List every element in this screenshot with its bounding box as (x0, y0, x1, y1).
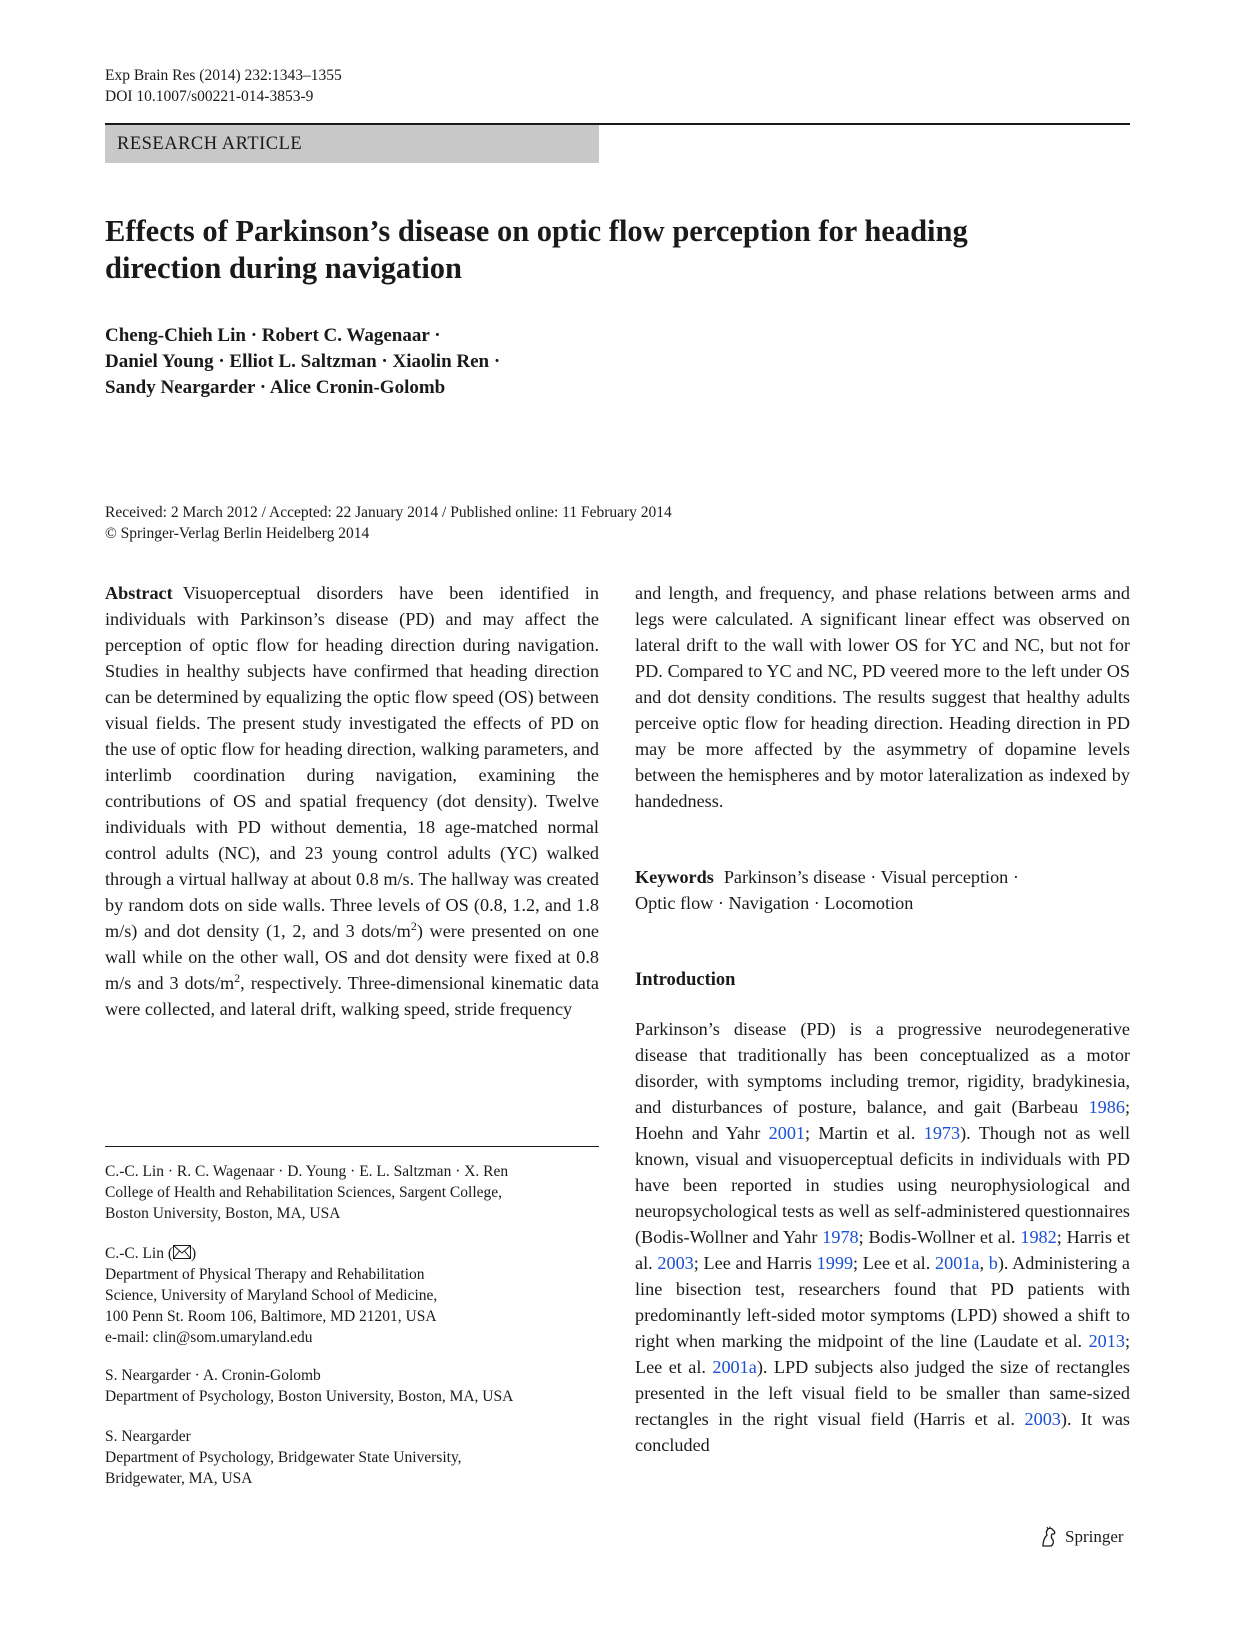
authors-line-3: Sandy Neargarder · Alice Cronin-Golomb (105, 377, 446, 398)
abstract-left (105, 580, 599, 1022)
affiliation-name-text: C.-C. Lin ( (105, 1245, 174, 1262)
intro-text: ; Lee et al. (853, 1253, 935, 1273)
keywords-label: Keywords (635, 867, 714, 887)
intro-text: ; Lee and Harris (693, 1253, 817, 1273)
intro-text: ; Hoehn and Yahr (635, 1097, 1130, 1143)
affiliation-line: Department of Psychology, Boston University, Boston, MA, USA (105, 1388, 514, 1405)
publisher-name: Springer (1065, 1527, 1124, 1546)
affiliation-line: Bridgewater, MA, USA (105, 1470, 253, 1487)
superscript: 2 (234, 970, 241, 985)
abstract-text-b: ) were presented on one wall while on the other wall, OS and dot density were fixed at 0.8 m/s and 3 dots/m (105, 921, 599, 993)
section-banner: RESEARCH ARTICLE (105, 125, 599, 163)
article-title (105, 213, 1105, 287)
abstract-text-c: , respectively. Three-dimensional kinematic data were collected, and lateral drift, walking speed, stride frequency (105, 973, 599, 1019)
springer-horse-icon (1039, 1526, 1059, 1548)
citation-link[interactable]: 1999 (816, 1253, 854, 1273)
title-line-2: direction during navigation (105, 251, 463, 285)
citation-link[interactable]: 2001a (935, 1253, 980, 1273)
affiliation-names (105, 1243, 599, 1264)
abstract-continued: and length, and frequency, and phase relations between arms and legs were calculated. A significant linear effect was observed on lateral drift to the wall with lower OS for YC and NC, but not for PD. Compared to YC and NC, PD veered more to the left under OS and dot density conditions. The results suggest that healthy adults perceive optic flow for heading direction. Heading direction in PD may be more affected by the asymmetry of dopamine levels between the hemispheres and by motor lateralization as indexed by handedness. (635, 583, 1130, 811)
copyright: © Springer-Verlag Berlin Heidelberg 2014 (105, 525, 370, 542)
email-link[interactable]: e-mail: clin@som.umaryland.edu (105, 1329, 313, 1346)
publisher-logo (1039, 1526, 1124, 1548)
intro-text: ; Harris et al. (635, 1227, 1130, 1273)
citation-link[interactable]: 1982 (1020, 1227, 1057, 1247)
affiliation-line: 100 Penn St. Room 106, Baltimore, MD 21201, USA (105, 1308, 437, 1325)
affiliation-line: Department of Psychology, Bridgewater State University, (105, 1449, 462, 1466)
introduction-body (635, 1016, 1130, 1458)
citation-link[interactable]: 1973 (923, 1123, 961, 1143)
intro-text: ). Administering a line bisection test, researchers found that PD patients with predominantly left-sided motor symptoms (LPD) showed a shift to right when marking the midpoint of the line (Laudate et al. (635, 1253, 1130, 1351)
affiliation-line: Boston University, Boston, MA, USA (105, 1205, 341, 1222)
abstract-label: Abstract (105, 583, 173, 603)
authors-line-2: Daniel Young · Elliot L. Saltzman · Xiaolin Ren · (105, 351, 501, 372)
citation-link[interactable]: b (988, 1253, 998, 1273)
intro-text: ; Lee et al. (635, 1331, 1130, 1377)
affiliation-names: C.-C. Lin · R. C. Wagenaar · D. Young · E. L. Saltzman · X. Ren (105, 1163, 509, 1180)
introduction-heading: Introduction (635, 970, 736, 990)
citation-link[interactable]: 2001 (768, 1123, 805, 1143)
superscript: 2 (410, 918, 417, 933)
citation-link[interactable]: 1978 (822, 1227, 859, 1247)
author-list (105, 323, 500, 401)
affiliation-line: Department of Physical Therapy and Rehabilitation (105, 1266, 425, 1283)
intro-text: Parkinson’s disease (PD) is a progressive neurodegenerative disease that traditionally has been conceptualized as a motor disorder, with symptoms including tremor, rigidity, bradykinesia, and disturbances of posture, balance, and gait (Barbeau (635, 1019, 1130, 1117)
citation-link[interactable]: 1986 (1088, 1097, 1125, 1117)
intro-text: ; Martin et al. (805, 1123, 924, 1143)
affiliation-2 (105, 1243, 599, 1348)
doi[interactable]: DOI 10.1007/s00221-014-3853-9 (105, 88, 314, 105)
publication-dates (105, 502, 672, 544)
keywords (635, 864, 1130, 916)
intro-text: ). It was concluded (635, 1409, 1130, 1455)
keywords-line-1: Parkinson’s disease · Visual perception · (723, 867, 1019, 887)
footnote-rule (105, 1146, 599, 1147)
affiliation-3 (105, 1365, 599, 1407)
affiliation-1 (105, 1161, 599, 1224)
affiliation-name-text: ) (191, 1245, 197, 1262)
date-history: Received: 2 March 2012 / Accepted: 22 January 2014 / Published online: 11 February 2014 (105, 504, 672, 521)
citation-link[interactable]: 2003 (1024, 1409, 1061, 1429)
title-line-1: Effects of Parkinson’s disease on optic flow perception for heading (105, 214, 968, 248)
affiliation-names: S. Neargarder (105, 1428, 191, 1445)
intro-text: ). LPD subjects also judged the size of rectangles presented in the left visual field to be smaller than same-sized rectangles in the right visual field (Harris et al. (635, 1357, 1130, 1429)
citation-link[interactable]: 2013 (1088, 1331, 1125, 1351)
keywords-line-2: Optic flow · Navigation · Locomotion (635, 893, 914, 913)
journal-meta (105, 65, 342, 107)
abstract-right (635, 580, 1130, 814)
intro-text: ; Bodis-Wollner et al. (858, 1227, 1021, 1247)
citation-link[interactable]: 2001a (712, 1357, 757, 1377)
intro-text: , (979, 1253, 989, 1273)
authors-line-1: Cheng-Chieh Lin · Robert C. Wagenaar · (105, 325, 441, 346)
affiliation-line: Science, University of Maryland School of Medicine, (105, 1287, 438, 1304)
journal-citation: Exp Brain Res (2014) 232:1343–1355 (105, 67, 342, 84)
affiliation-line: College of Health and Rehabilitation Sciences, Sargent College, (105, 1184, 503, 1201)
introduction-paragraph (635, 1016, 1130, 1458)
citation-link[interactable]: 2003 (657, 1253, 694, 1273)
affiliation-4 (105, 1426, 599, 1489)
abstract-paragraph (105, 580, 599, 1022)
affiliation-names: S. Neargarder · A. Cronin-Golomb (105, 1367, 321, 1384)
intro-text: ). Though not as well known, visual and visuoperceptual deficits in individuals with PD have been reported in studies using neurophysiological and neuropsychological tests as well as self-administered questionnaires (Bodis-Wollner and Yahr (635, 1123, 1131, 1247)
envelope-icon[interactable] (173, 1245, 191, 1259)
abstract-text-a: Visuoperceptual disorders have been identified in individuals with Parkinson’s disease (PD) and may affect the perception of optic flow for heading direction during navigation. Studies in healthy subjects have confirmed that heading direction can be determined by equalizing the optic flow speed (OS) between visual fields. The present study investigated the effects of PD on the use of optic flow for heading direction, walking parameters, and interlimb coordination during navigation, examining the contributions of OS and spatial frequency (dot density). Twelve individuals with PD without dementia, 18 age-matched normal control adults (NC), and 23 young control adults (YC) walked through a virtual hallway at about 0.8 m/s. The hallway was created by random dots on side walls. Three levels of OS (0.8, 1.2, and 1.8 m/s) and dot density (1, 2, and 3 dots/m (105, 583, 599, 941)
